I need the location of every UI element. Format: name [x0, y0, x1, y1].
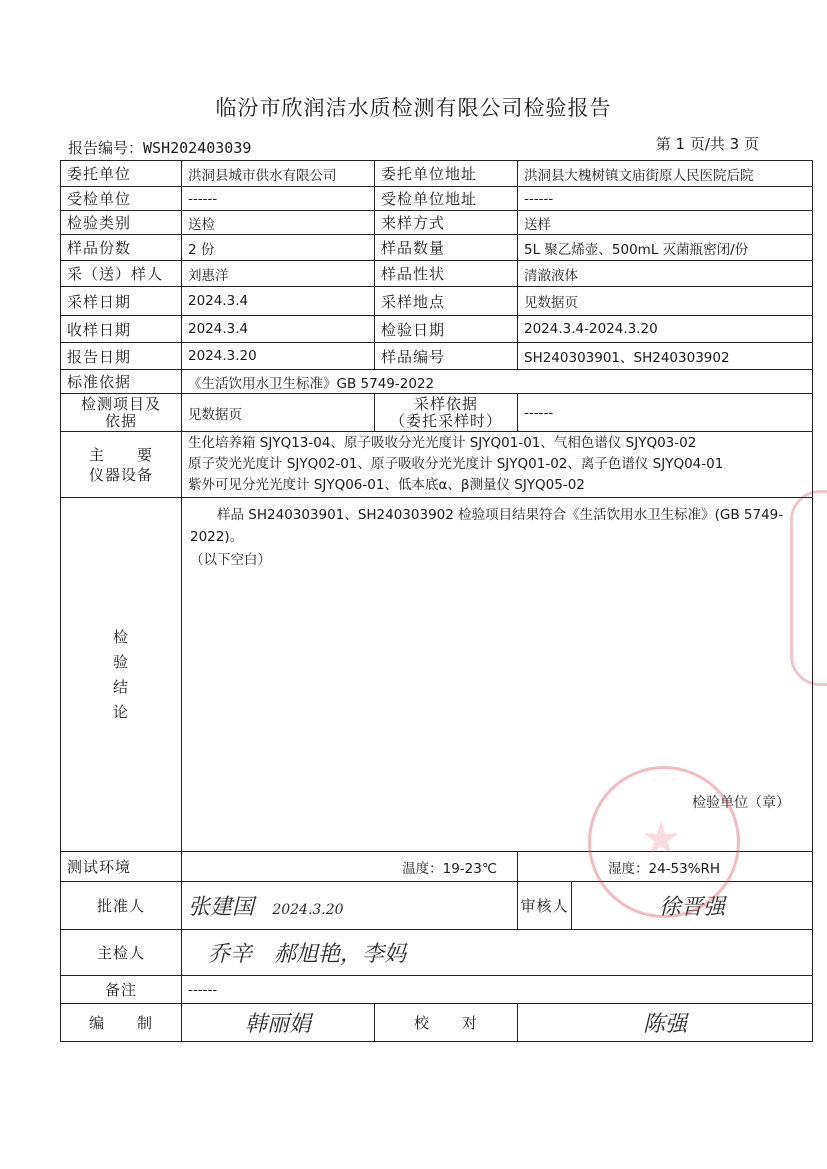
row-compile [61, 1004, 813, 1042]
row-remarks [61, 976, 813, 1004]
instruments-label-line2: 仪器设备 [88, 465, 153, 484]
compile-signature: 韩丽娟 [244, 1012, 311, 1037]
delivery-method-label: 来样方式 [375, 211, 518, 235]
environment-label: 测试环境 [61, 852, 182, 882]
temperature-value: 温度：19-23℃ [182, 852, 518, 882]
client-label: 委托单位 [61, 161, 182, 187]
inspected-address-value: ------ [518, 187, 813, 211]
items-value: 见数据页 [182, 394, 375, 432]
approver-signature-cell [182, 882, 518, 930]
seal-label: 检验单位（章） [692, 795, 790, 811]
category-label: 检验类别 [61, 211, 182, 235]
row-inspector [61, 930, 813, 976]
report-number-label: 报告编号： [68, 139, 144, 157]
conclusion-char: 验 [112, 652, 129, 671]
client-value: 洪洞县城市供水有限公司 [182, 161, 375, 187]
sampling-date-value: 2024.3.4 [182, 287, 375, 316]
row-portions [61, 235, 813, 261]
approver-signature: 张建国 [188, 895, 255, 920]
instrument-line: 原子荧光光度计 SJYQ02-01、原子吸收分光光度计 SJYQ01-02、离子色谱仪 SJYQ04-01 [188, 456, 724, 472]
sample-number-label: 样品编号 [375, 343, 518, 370]
approver-label: 批准人 [61, 882, 182, 930]
sampling-date-label: 采样日期 [61, 287, 182, 316]
report-number [68, 137, 251, 158]
conclusion-char: 结 [112, 677, 129, 696]
instruments-label [61, 432, 182, 498]
sampling-basis-line1: 采样依据 [413, 394, 478, 413]
check-signature-cell [518, 1004, 813, 1042]
report-date-value: 2024.3.20 [182, 343, 375, 370]
test-date-label: 检验日期 [375, 316, 518, 343]
portions-value: 2 份 [182, 235, 375, 261]
sampling-basis-line2: （委托采样时） [389, 411, 502, 430]
check-signature: 陈强 [642, 1012, 687, 1037]
client-address-label: 委托单位地址 [375, 161, 518, 187]
report-title: 临汾市欣润洁水质检测有限公司检验报告 [215, 96, 612, 120]
conclusion-char: 检 [112, 627, 129, 646]
sampling-basis-value: ------ [518, 394, 813, 432]
portions-label: 样品份数 [61, 235, 182, 261]
instruments-list [182, 432, 813, 498]
category-value: 送检 [182, 211, 375, 235]
remarks-label: 备注 [61, 976, 182, 1004]
standard-label: 标准依据 [61, 370, 182, 394]
inspected-value: ------ [182, 187, 375, 211]
conclusion-char: 论 [112, 702, 129, 721]
sample-number-value: SH240303901、SH240303902 [518, 343, 813, 370]
remarks-value: ------ [182, 976, 813, 1004]
items-label-line2: 依据 [104, 411, 137, 430]
check-label: 校 对 [375, 1004, 518, 1042]
receipt-date-value: 2024.3.4 [182, 316, 375, 343]
inspection-seal-stamp [588, 766, 740, 918]
row-sampler [61, 261, 813, 287]
page-indicator: 第 1 页/共 3 页 [655, 135, 759, 153]
conclusion-text: 样品 SH240303901、SH240303902 检验项目结果符合《生活饮用水卫生标准》(GB 5749-2022)。 [190, 507, 784, 545]
inspector-signature-cell [182, 930, 813, 976]
test-date-value: 2024.3.4-2024.3.20 [518, 316, 813, 343]
delivery-method-value: 送样 [518, 211, 813, 235]
row-sampling-date [61, 287, 813, 316]
quantity-value: 5L 聚乙烯壶、500mL 灭菌瓶密闭/份 [518, 235, 813, 261]
compile-signature-cell [182, 1004, 375, 1042]
row-standard [61, 370, 813, 394]
row-report-date [61, 343, 813, 370]
report-date-label: 报告日期 [61, 343, 182, 370]
sampler-label: 采（送）样人 [61, 261, 182, 287]
instruments-label-line1: 主 要 [88, 445, 153, 464]
standard-value: 《生活饮用水卫生标准》GB 5749-2022 [182, 370, 813, 394]
inspector-label: 主检人 [61, 930, 182, 976]
sampling-site-label: 采样地点 [375, 287, 518, 316]
approver-sign-date: 2024.3.20 [272, 902, 344, 918]
receipt-date-label: 收样日期 [61, 316, 182, 343]
row-category [61, 211, 813, 235]
quantity-label: 样品数量 [375, 235, 518, 261]
sample-state-value: 清澈液体 [518, 261, 813, 287]
row-client [61, 161, 813, 187]
inspector-signatures: 乔辛 郝旭艳，李妈 [208, 942, 407, 967]
reviewer-label: 审核人 [518, 882, 572, 930]
items-label-line1: 检测项目及 [80, 394, 161, 413]
row-inspected [61, 187, 813, 211]
instrument-line: 紫外可见分光光度计 SJYQ06-01、低本底α、β测量仪 SJYQ05-02 [188, 477, 585, 493]
row-receipt-date [61, 316, 813, 343]
sampling-site-value: 见数据页 [518, 287, 813, 316]
report-table [60, 160, 813, 1042]
row-instruments [61, 432, 813, 498]
inspected-address-label: 受检单位地址 [375, 187, 518, 211]
sample-state-label: 样品性状 [375, 261, 518, 287]
sampling-basis-label [375, 394, 518, 432]
compile-label: 编 制 [61, 1004, 182, 1042]
instrument-line: 生化培养箱 SJYQ13-04、原子吸收分光光度计 SJYQ01-01、气相色谱仪 SJYQ03-02 [188, 435, 697, 451]
blank-note: （以下空白） [190, 552, 271, 568]
conclusion-label [61, 498, 182, 852]
items-label [61, 394, 182, 432]
inspected-label: 受检单位 [61, 187, 182, 211]
reviewer-signature: 徐晋强 [658, 895, 725, 920]
client-address-value: 洪洞县大槐树镇文庙街原人民医院后院 [518, 161, 813, 187]
sampler-value: 刘惠洋 [182, 261, 375, 287]
humidity-value: 湿度：24-53%RH [518, 852, 813, 882]
report-number-value: WSH202403039 [143, 139, 252, 157]
row-items [61, 394, 813, 432]
